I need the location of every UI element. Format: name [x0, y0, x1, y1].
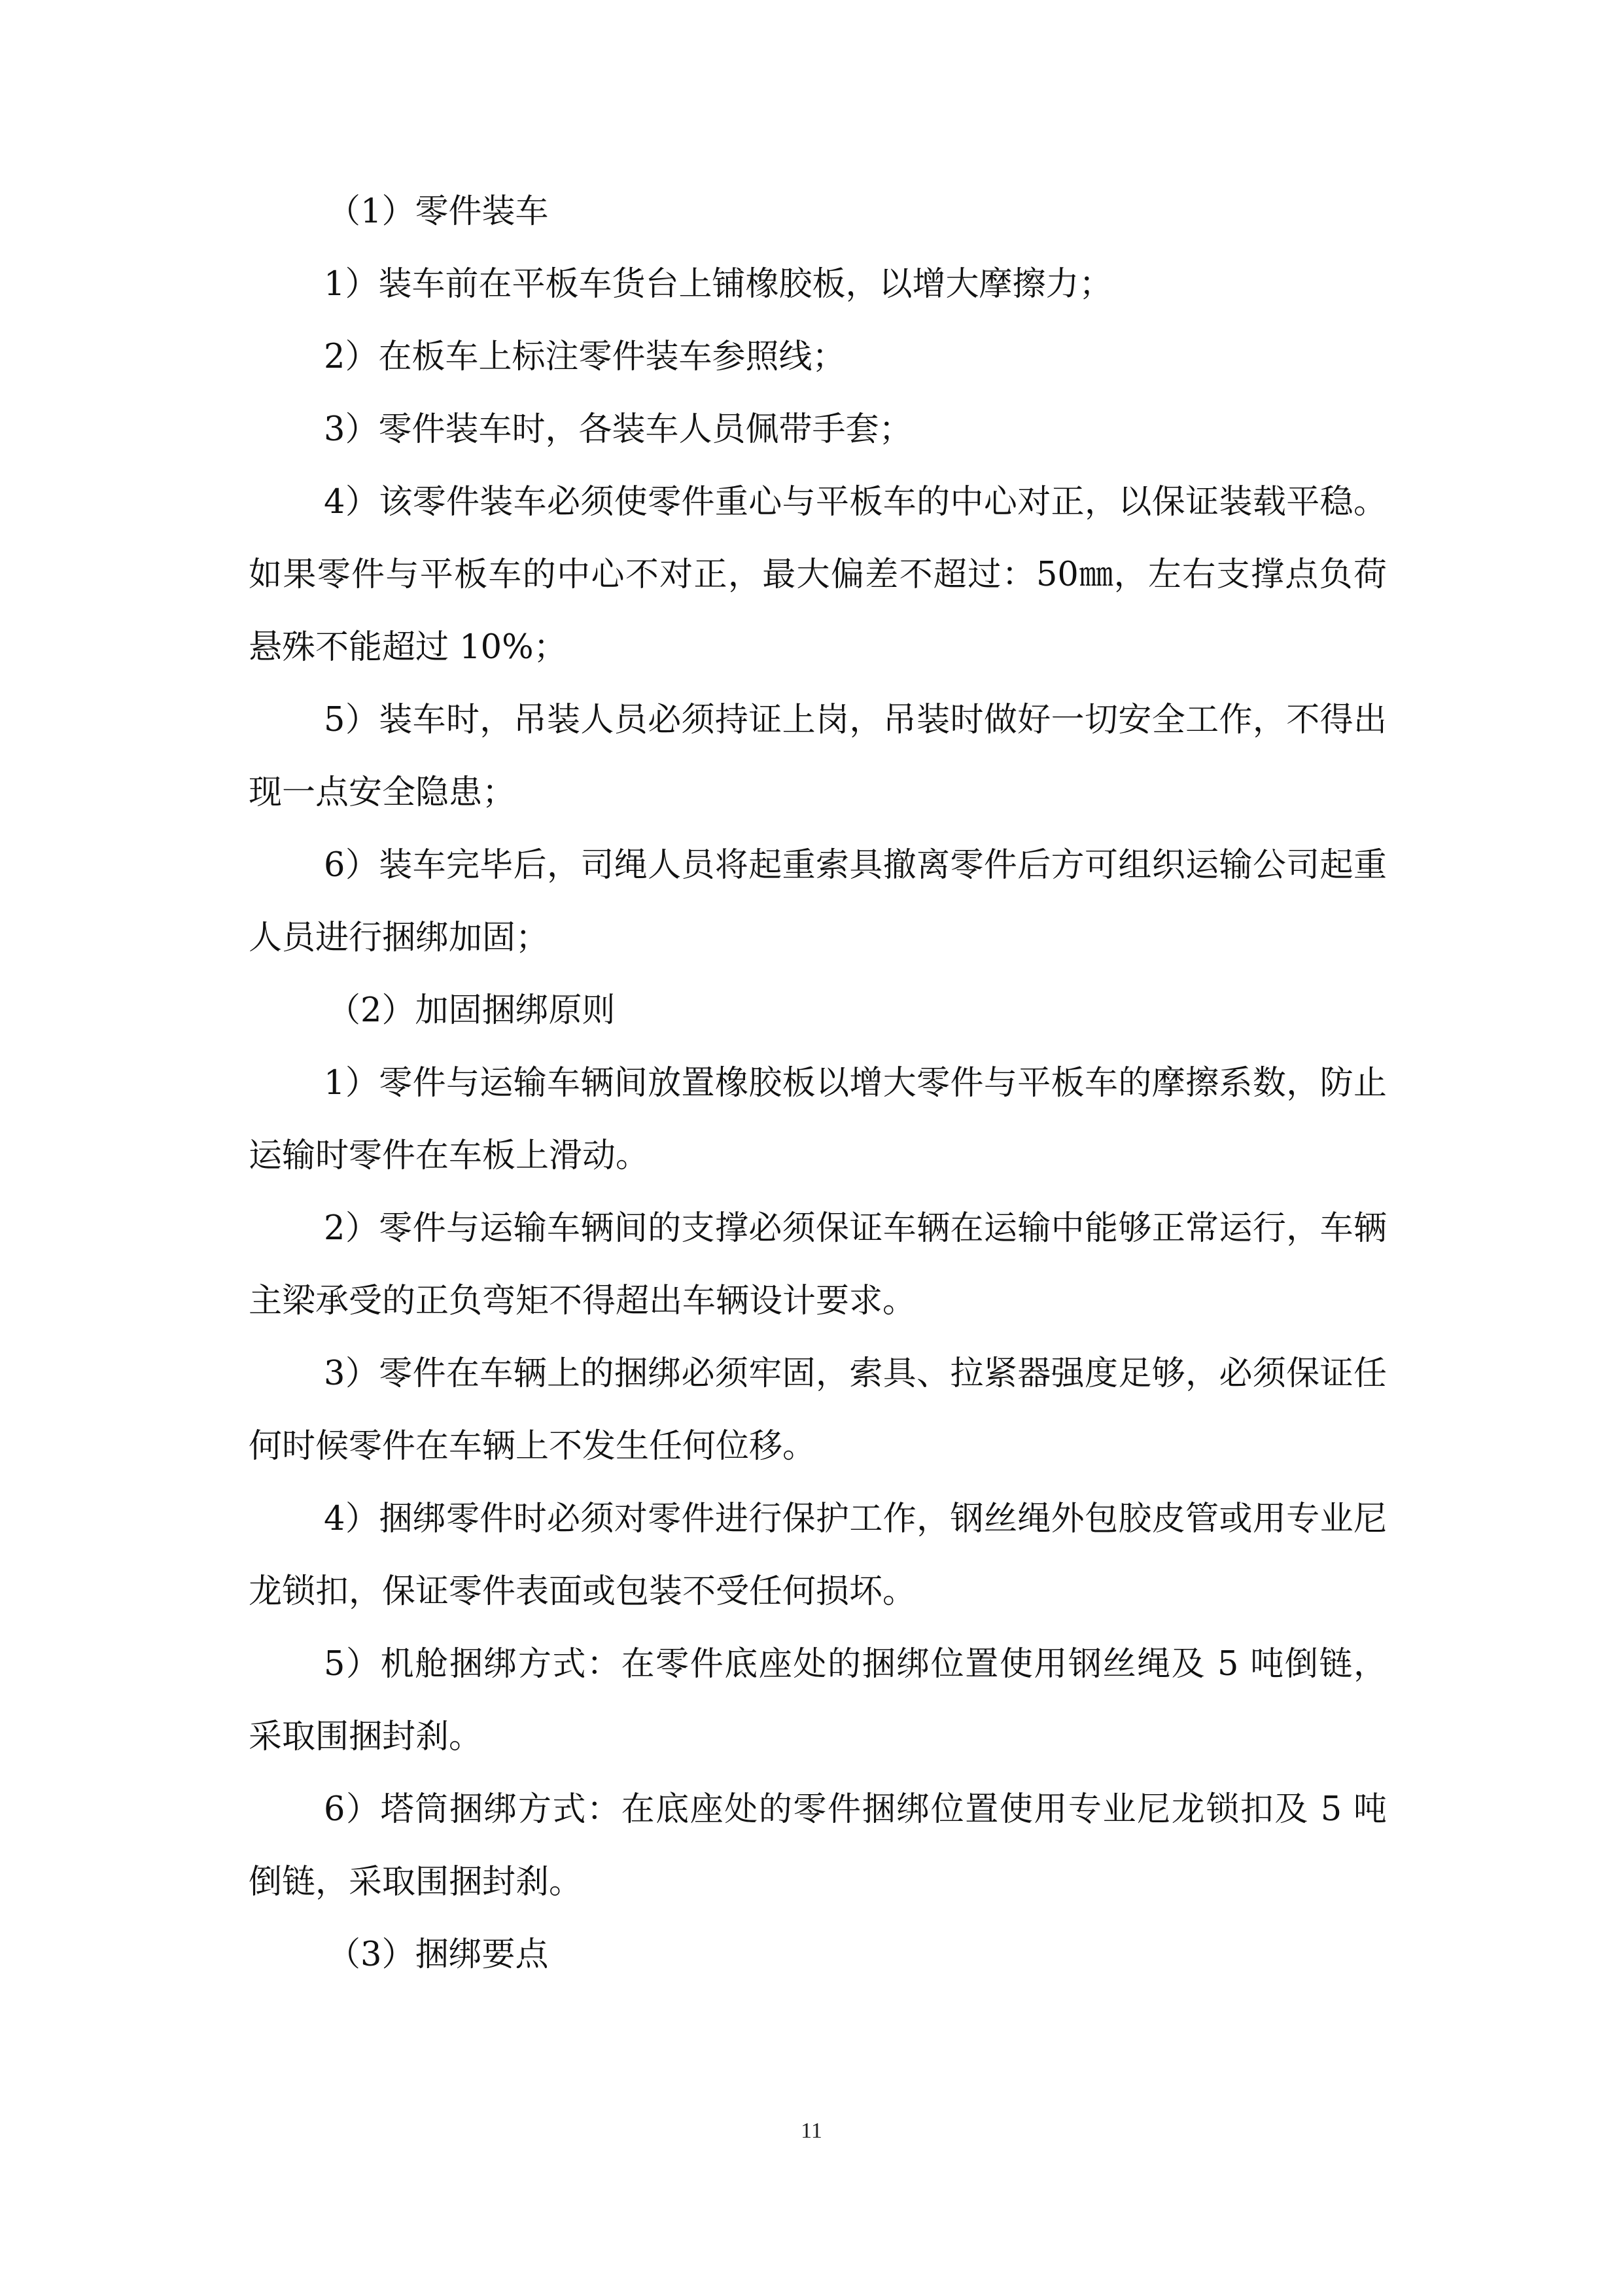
page-number: 11: [801, 2119, 822, 2143]
paragraph: 5）机舱捆绑方式：在零件底座处的捆绑位置使用钢丝绳及 5 吨倒链，采取围捆封刹。: [249, 1645, 1387, 1756]
paragraph: 1）装车前在平板车货台上铺橡胶板，以增大摩擦力；: [324, 265, 1113, 304]
paragraph: 4）该零件装车必须使零件重心与平板车的中心对正，以保证装载平稳。如果零件与平板车的中心不对正，最大偏差不超过：50㎜，左右支撑点负荷悬殊不能超过 10%；: [249, 483, 1387, 667]
document-body: [249, 175, 1387, 1991]
paragraph: 6）装车完毕后，司绳人员将起重索具撤离零件后方可组织运输公司起重人员进行捆绑加固；: [249, 846, 1387, 957]
paragraph: 2）零件与运输车辆间的支撑必须保证车辆在运输中能够正常运行，车辆主梁承受的正负弯矩不得超出车辆设计要求。: [249, 1209, 1387, 1320]
section-heading-loading: （1）零件装车: [327, 192, 549, 231]
section-heading-securing-principles: （2）加固捆绑原则: [327, 991, 616, 1030]
paragraph: 1）零件与运输车辆间放置橡胶板以增大零件与平板车的摩擦系数，防止运输时零件在车板上滑动。: [249, 1064, 1387, 1175]
paragraph: 5）装车时，吊装人员必须持证上岗，吊装时做好一切安全工作，不得出现一点安全隐患；: [249, 701, 1387, 812]
section-heading-securing-points: （3）捆绑要点: [327, 1935, 549, 1974]
paragraph: 3）零件装车时，各装车人员佩带手套；: [324, 410, 913, 449]
paragraph: 6）塔筒捆绑方式：在底座处的零件捆绑位置使用专业尼龙锁扣及 5 吨倒链，采取围捆封刹。: [249, 1790, 1387, 1901]
paragraph: 2）在板车上标注零件装车参照线；: [324, 338, 846, 376]
paragraph: 3）零件在车辆上的捆绑必须牢固，索具、拉紧器强度足够，必须保证任何时候零件在车辆上不发生任何位移。: [249, 1354, 1387, 1466]
paragraph: 4）捆绑零件时必须对零件进行保护工作，钢丝绳外包胶皮管或用专业尼龙锁扣，保证零件表面或包装不受任何损坏。: [249, 1500, 1387, 1611]
